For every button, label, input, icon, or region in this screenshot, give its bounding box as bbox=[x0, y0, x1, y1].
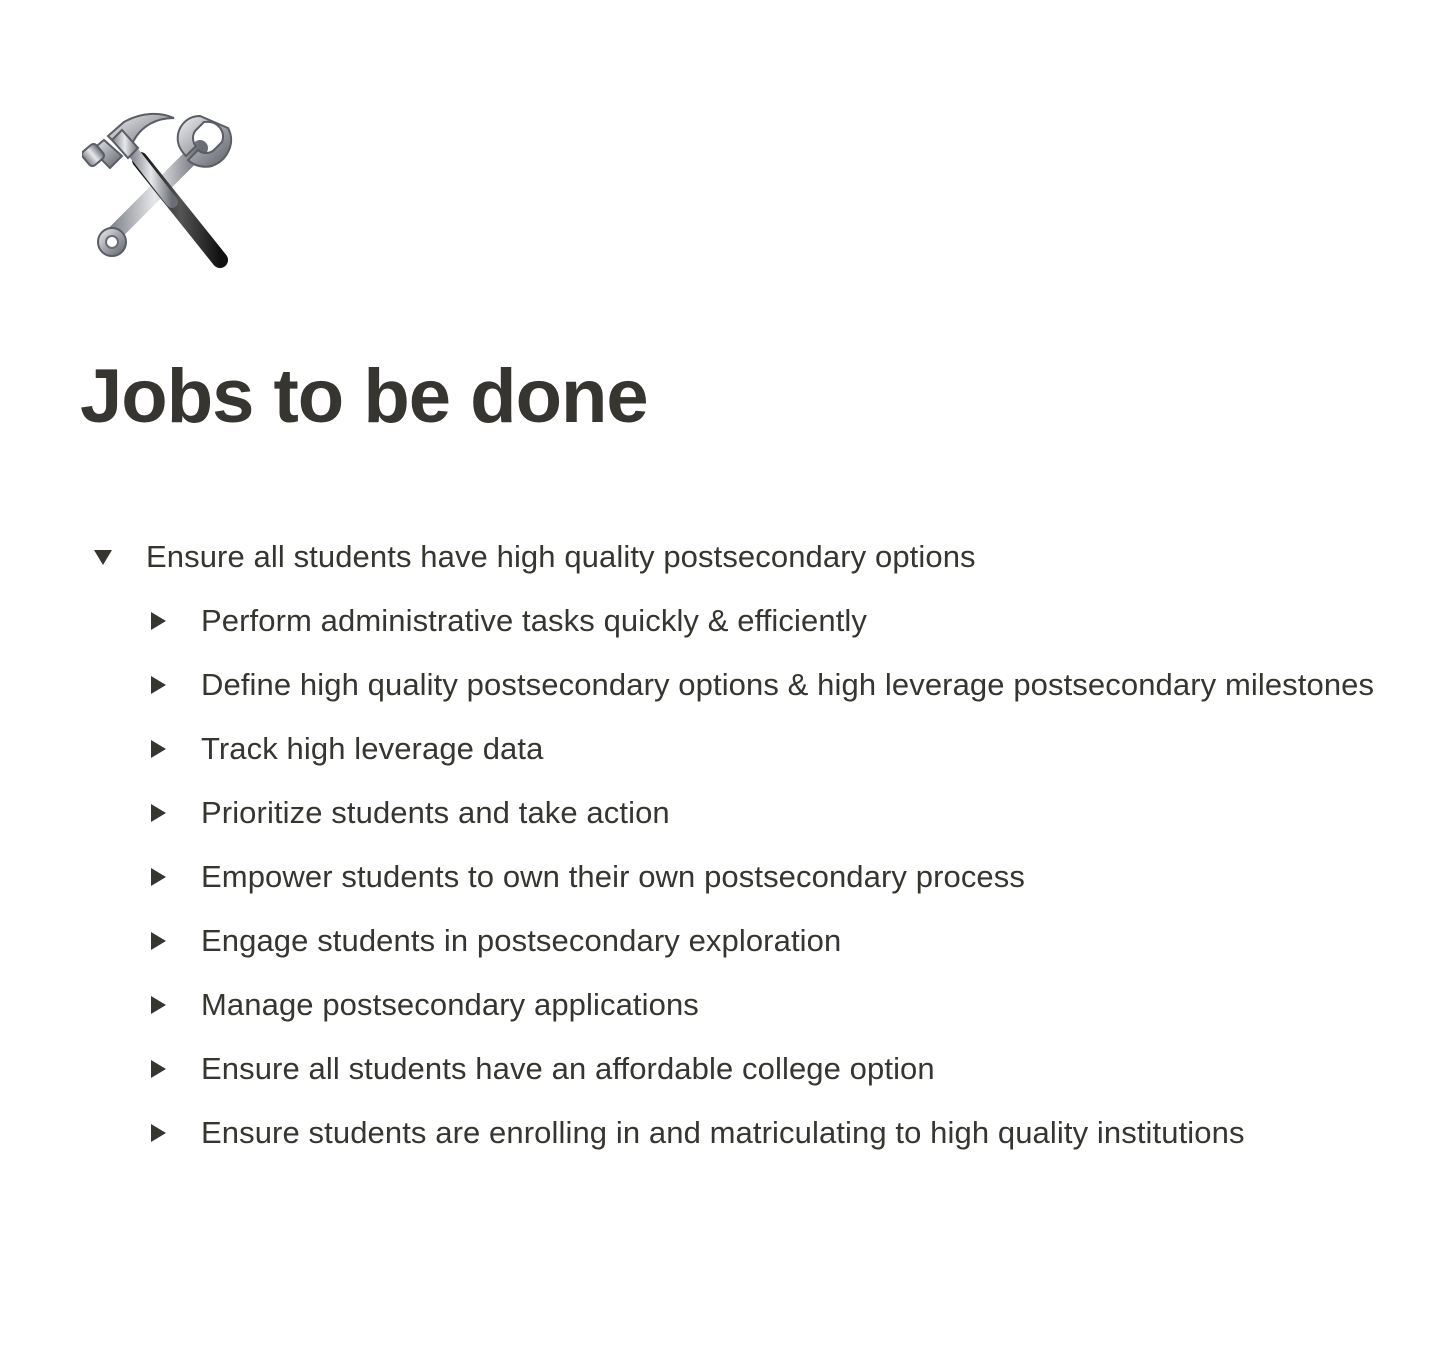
toggle-label[interactable]: Perform administrative tasks quickly & efficiently bbox=[201, 603, 867, 638]
hammer-and-wrench-icon[interactable] bbox=[82, 110, 242, 270]
toggle-collapsed-icon[interactable] bbox=[145, 864, 171, 890]
toggle-collapsed-icon[interactable] bbox=[145, 1120, 171, 1146]
toggle-collapsed-icon[interactable] bbox=[145, 608, 171, 634]
toggle-expanded-icon[interactable] bbox=[90, 544, 116, 570]
toggle-label[interactable]: Ensure students are enrolling in and matriculating to high quality institutions bbox=[201, 1115, 1245, 1150]
toggle-label[interactable]: Ensure all students have an affordable college option bbox=[201, 1051, 935, 1086]
toggle-label[interactable]: Track high leverage data bbox=[201, 731, 544, 766]
toggle-collapsed-icon[interactable] bbox=[145, 800, 171, 826]
toggle-block-child[interactable] bbox=[145, 1049, 935, 1089]
toggle-block-child[interactable] bbox=[145, 921, 841, 961]
toggle-collapsed-icon[interactable] bbox=[145, 736, 171, 762]
page-title[interactable]: Jobs to be done bbox=[80, 354, 648, 439]
toggle-label[interactable]: Engage students in postsecondary exploration bbox=[201, 923, 842, 958]
toggle-collapsed-icon[interactable] bbox=[145, 1056, 171, 1082]
toggle-collapsed-icon[interactable] bbox=[145, 992, 171, 1018]
toggle-block[interactable] bbox=[90, 537, 976, 577]
toggle-label[interactable]: Manage postsecondary applications bbox=[201, 987, 699, 1022]
toggle-label[interactable]: Prioritize students and take action bbox=[201, 795, 670, 830]
toggle-collapsed-icon[interactable] bbox=[145, 928, 171, 954]
toggle-block-child[interactable] bbox=[145, 985, 699, 1025]
toggle-block-child[interactable] bbox=[145, 729, 543, 769]
toggle-block-child[interactable] bbox=[145, 601, 867, 641]
toggle-block-child[interactable] bbox=[145, 857, 1025, 897]
toggle-label[interactable]: Empower students to own their own postsecondary process bbox=[201, 859, 1025, 894]
toggle-label[interactable]: Ensure all students have high quality postsecondary options bbox=[146, 539, 976, 574]
toggle-block-child[interactable] bbox=[145, 793, 670, 833]
toggle-block-child[interactable] bbox=[145, 665, 1374, 705]
toggle-block-child[interactable] bbox=[145, 1113, 1245, 1153]
toggle-label[interactable]: Define high quality postsecondary options & high leverage postsecondary milestones bbox=[201, 667, 1375, 702]
toggle-collapsed-icon[interactable] bbox=[145, 672, 171, 698]
